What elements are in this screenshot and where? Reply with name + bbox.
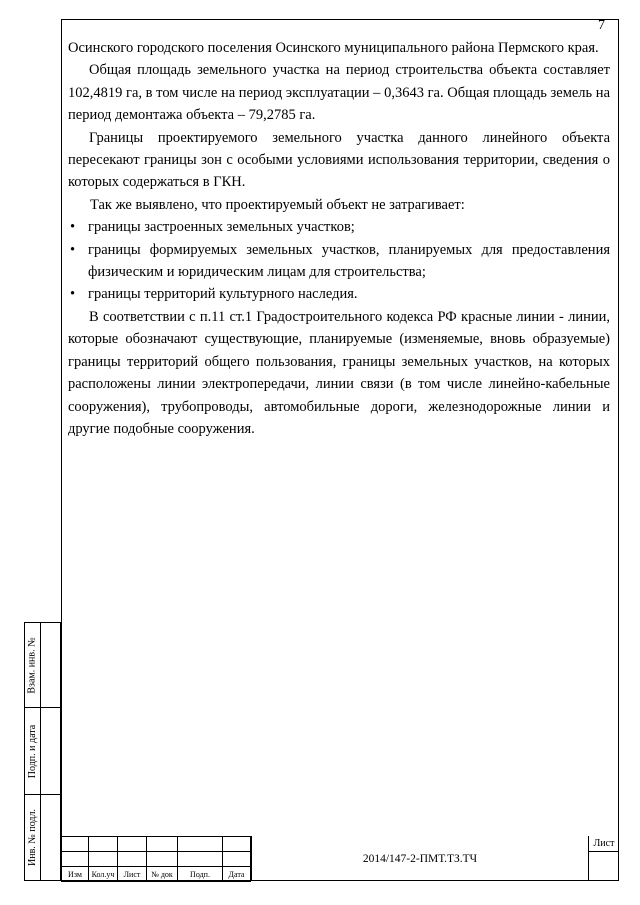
paragraph: Границы проектируемого земельного участка данного линейного объекта пересекают границы зон с особыми условиями использования территории, сведения о которых содержаться в ГКН.	[68, 129, 610, 191]
sidebar-label-podp: Подп. и дата	[27, 724, 38, 778]
bullet-icon: •	[70, 219, 76, 236]
bullet-icon: •	[70, 241, 76, 258]
page-number: 7	[598, 18, 605, 33]
sheet-number-box	[588, 852, 619, 881]
title-block	[61, 836, 619, 881]
approval-sidebar	[24, 622, 61, 881]
sidebar-label-vzam: Взам. инв. №	[27, 636, 39, 694]
bullet-icon: •	[70, 286, 76, 303]
bullet-list	[68, 216, 610, 306]
list-item	[68, 239, 610, 284]
paragraph: Осинского городского поселения Осинского муниципального района Пермского края.	[68, 40, 599, 56]
list-item	[68, 216, 610, 238]
document-code: 2014/147-2-ПМТ.ТЗ.ТЧ	[251, 836, 588, 881]
list-item	[68, 283, 610, 305]
document-body	[68, 37, 610, 440]
list-item-text: границы формируемых земельных участков, планируемых для предоставления физическим и юридическим лицам для строительства;	[88, 241, 610, 281]
stamp-col-dok: № док	[147, 867, 178, 882]
sidebar-label-inv: Инв. № подл.	[27, 809, 39, 866]
list-item-text: границы территорий культурного наследия.	[88, 286, 358, 303]
paragraph: Так же выявлено, что проектируемый объект не затрагивает:	[90, 196, 465, 213]
stamp-col-kol: Кол.уч	[89, 867, 118, 882]
stamp-col-podp: Подп.	[178, 867, 223, 882]
paragraph: В соответствии с п.11 ст.1 Градостроительного кодекса РФ красные линии - линии, которые обозначают существующие, планируемые (изменяемые, вновь образуемые) границы территорий общего пользования, границы земельных участков, на которых расположены линии электропередачи, линии связи (в том числе линейно-кабельные сооружения), трубопроводы, автомобильные дороги, железнодорожные линии и другие подобные сооружения.	[68, 308, 610, 437]
stamp-col-izm: Изм	[62, 867, 89, 882]
stamp-col-list: Лист	[118, 867, 147, 882]
stamp-col-data: Дата	[223, 867, 251, 882]
paragraph: Общая площадь земельного участка на период строительства объекта составляет 102,4819 га, в том числе на период эксплуатации – 0,3643 га. Общая площадь земель на период демонтажа объекта – 79,2785 га.	[68, 62, 610, 124]
list-item-text: границы застроенных земельных участков;	[88, 219, 355, 236]
revision-table	[61, 836, 251, 882]
sheet-label: Лист	[588, 836, 619, 852]
